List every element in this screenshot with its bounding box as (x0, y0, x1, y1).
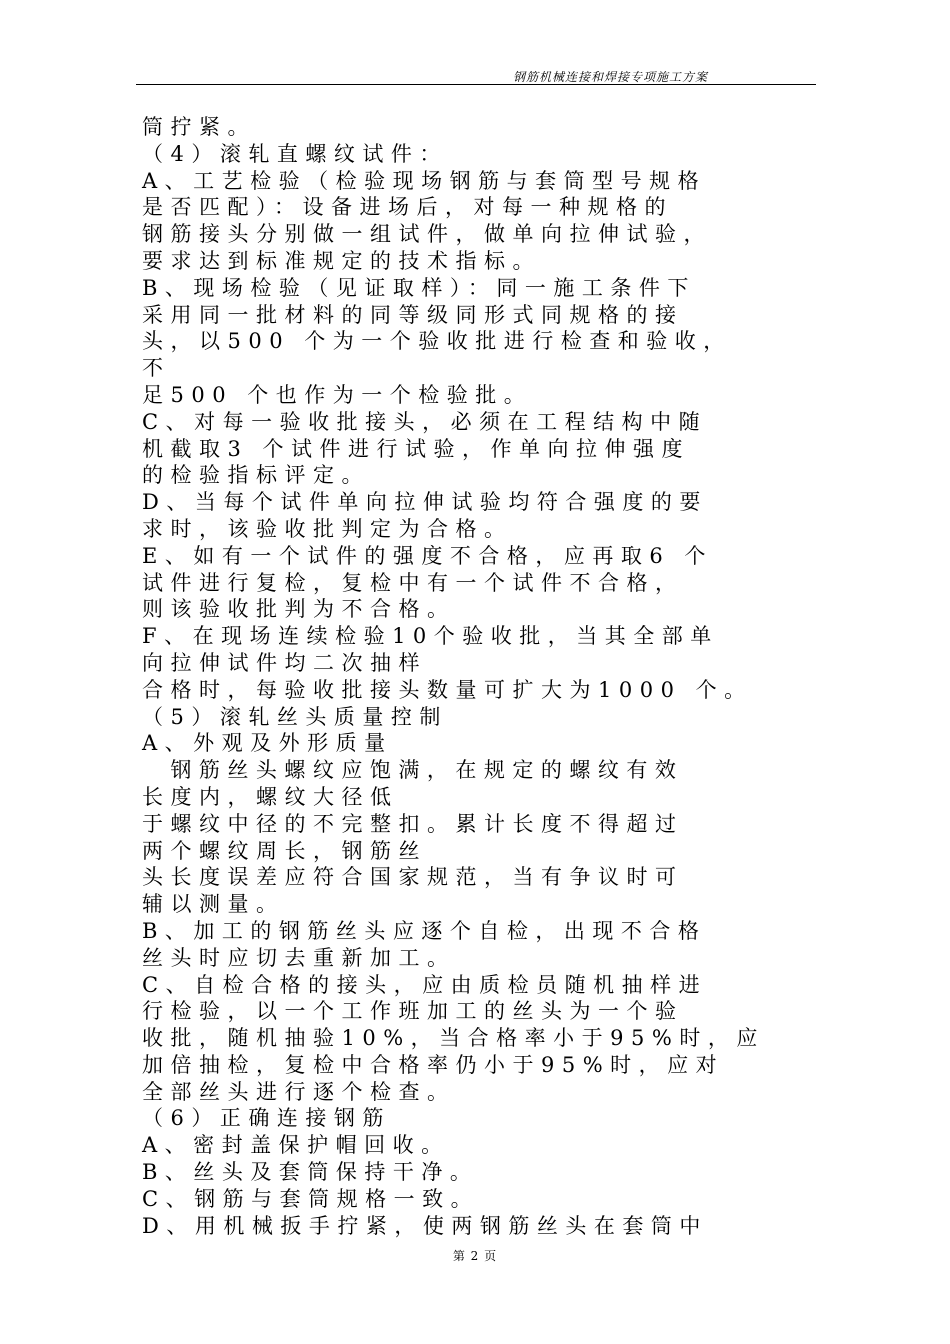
text-line: 筒拧紧。 (142, 115, 256, 139)
section-heading: （5）滚轧丝头质量控制 (142, 704, 448, 729)
text-line: F、在现场连续检验10个验收批，当其全部单 (142, 624, 719, 649)
text-line: C、自检合格的接头，应由质检员随机抽样进 (142, 972, 708, 997)
text-line: B、加工的钢筋丝头应逐个自检，出现不合格 (142, 918, 707, 943)
text-line: 足500 个也作为一个检验批。 (142, 382, 533, 407)
text-line: 要求达到标准规定的技术指标。 (142, 248, 541, 273)
page-header (136, 64, 816, 85)
text-line: 采用同一批材料的同等级同形式同规格的接 (142, 302, 684, 327)
text-line: 加倍抽检，复检中合格率仍小于95%时，应对 (142, 1052, 725, 1077)
text-line: B、丝头及套筒保持干净。 (142, 1160, 479, 1185)
text-line: C、对每一验收批接头，必须在工程结构中随 (142, 409, 708, 434)
text-line: 长度内，螺纹大径低 (142, 784, 399, 809)
text-line: 钢筋接头分别做一组试件，做单向拉伸试验， (142, 222, 712, 247)
text-line: A、外观及外形质量 (142, 731, 393, 756)
text-line: C、钢筋与套筒规格一致。 (142, 1186, 480, 1211)
text-line: 合格时，每验收批接头数量可扩大为1000 个。 (142, 677, 753, 702)
text-line: 求时，该验收批判定为合格。 (142, 516, 513, 541)
text-line: 丝头时应切去重新加工。 (142, 945, 456, 970)
text-line: 行检验，以一个工作班加工的丝头为一个验 (142, 999, 684, 1024)
text-line: 于螺纹中径的不完整扣。累计长度不得超过 (142, 811, 684, 836)
text-line: 头，以500 个为一个验收批进行检查和验收， (142, 329, 732, 354)
document-body (142, 114, 822, 1239)
text-line: 是否匹配）：设备进场后，对每一种规格的 (142, 195, 673, 220)
text-line: 向拉伸试件均二次抽样 (142, 650, 427, 675)
header-title: 钢筋机械连接和焊接专项施工方案 (512, 70, 708, 84)
text-line: 则该验收批判为不合格。 (142, 597, 456, 622)
text-line: 机截取3 个试件进行试验，作单向拉伸强度 (142, 436, 691, 461)
page-number: 第 2 页 (452, 1249, 498, 1263)
text-line: 辅以测量。 (142, 892, 285, 917)
text-line: D、用机械扳手拧紧，使两钢筋丝头在套筒中 (142, 1213, 708, 1238)
text-line: A、密封盖保护帽回收。 (142, 1133, 450, 1158)
text-line: 的检验指标评定。 (142, 463, 370, 488)
text-line: 头长度误差应符合国家规范，当有争议时可 (142, 865, 684, 890)
text-line: 不 (142, 356, 171, 381)
section-heading: （6）正确连接钢筋 (142, 1106, 391, 1131)
text-line: 试件进行复检，复检中有一个试件不合格， (142, 570, 684, 595)
section-heading: （4）滚轧直螺纹试件： (142, 141, 448, 166)
text-line: B、现场检验（见证取样）：同一施工条件下 (142, 275, 696, 300)
text-line: 收批，随机抽验10%，当合格率小于95%时，应 (142, 1026, 765, 1051)
text-line: 两个螺纹周长，钢筋丝 (142, 838, 427, 863)
text-line: A、工艺检验（检验现场钢筋与套筒型号规格 (142, 168, 707, 193)
text-line: 全部丝头进行逐个检查。 (142, 1079, 456, 1104)
text-line: E、如有一个试件的强度不合格，应再取6 个 (142, 543, 713, 568)
text-line: D、当每个试件单向拉伸试验均符合强度的要 (142, 490, 708, 515)
text-line: 钢筋丝头螺纹应饱满，在规定的螺纹有效 (142, 758, 684, 783)
